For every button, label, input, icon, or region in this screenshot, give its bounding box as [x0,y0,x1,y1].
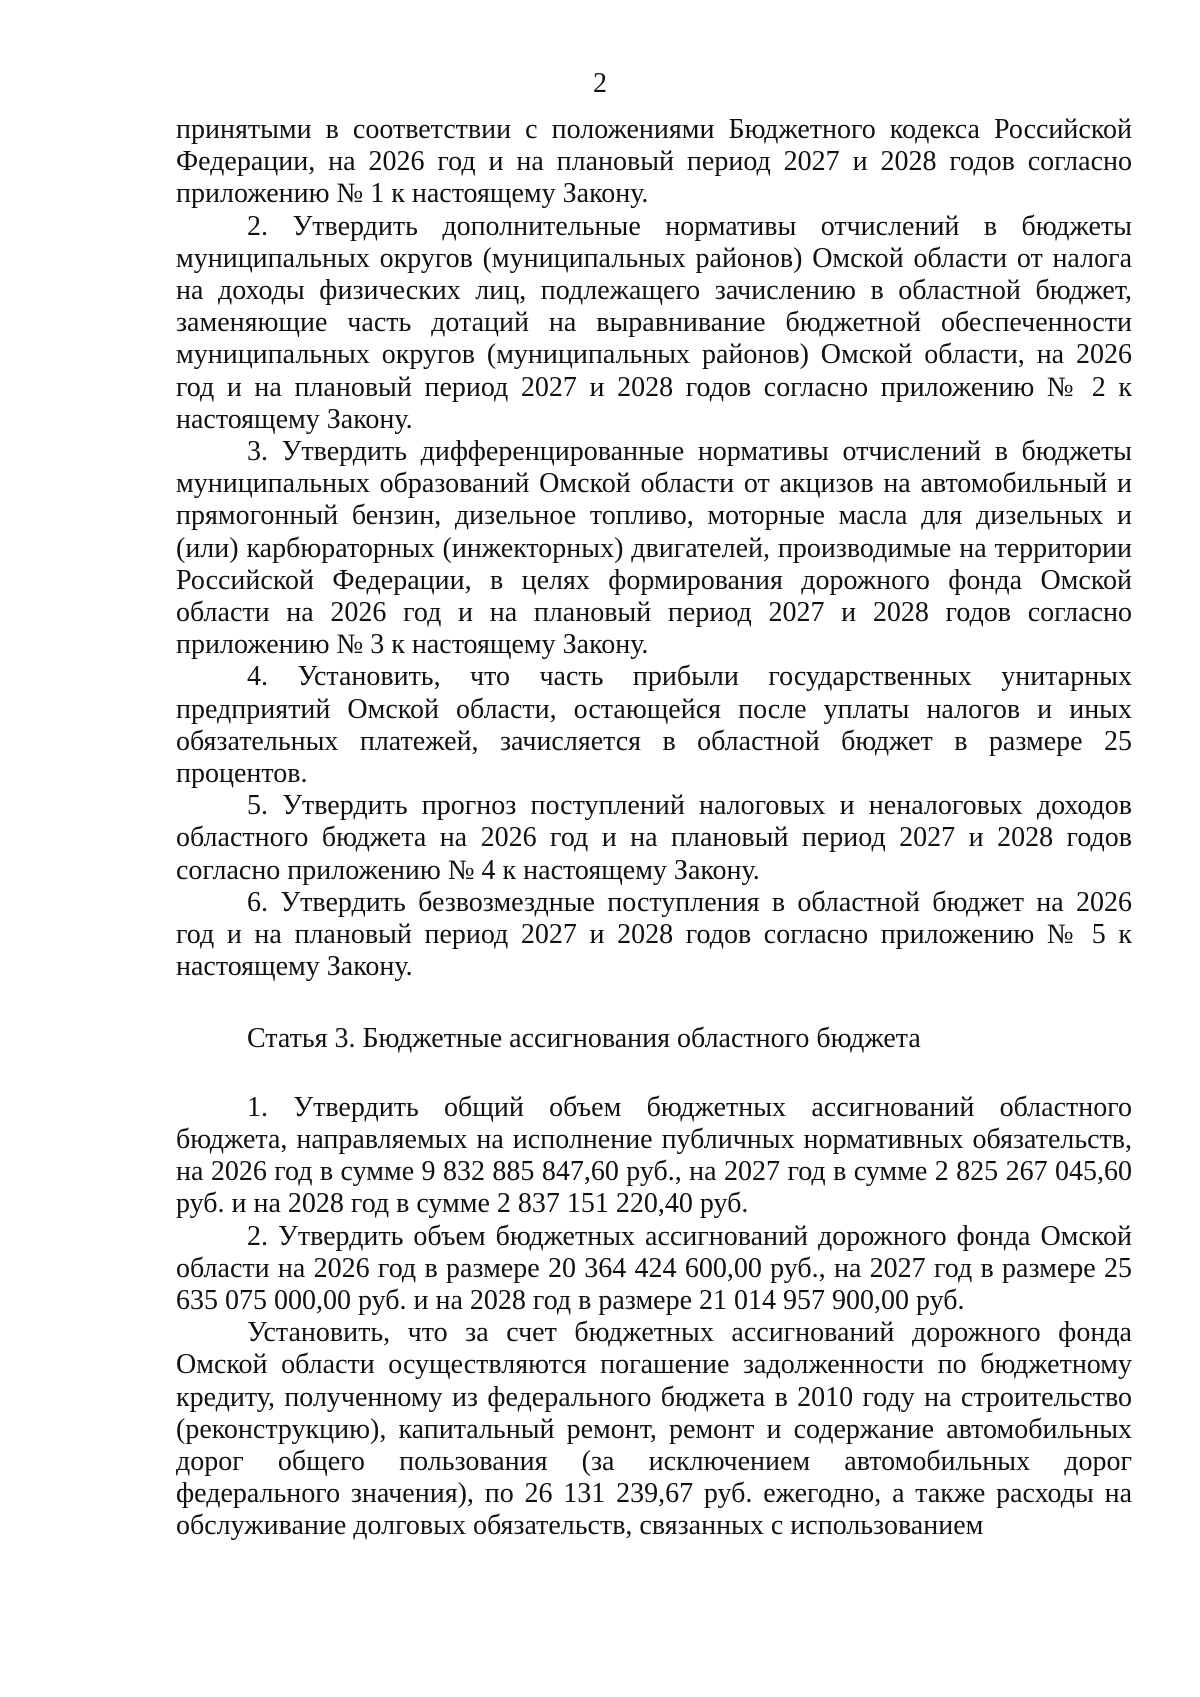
paragraph-item-4: 4. Установить, что часть прибыли государственных унитарных предприятий Омской области, остающейся после уплаты налогов и иных обязательных платежей, зачисляется в областной бюджет в размере 25 процентов. [176,661,1132,790]
paragraph-item-3: 3. Утвердить дифференцированные нормативы отчислений в бюджеты муниципальных образований Омской области от акцизов на автомобильный и прямогонный бензин, дизельное топливо, моторные масла для дизельных и (или) карбюраторных (инжекторных) двигателей, производимые на территории Российской Федерации, в целях формирования дорожного фонда Омской области на 2026 год и на плановый период 2027 и 2028 годов согласно приложению № 3 к настоящему Закону. [176,436,1132,661]
paragraph-continuation: принятыми в соответствии с положениями Бюджетного кодекса Российской Федерации, на 2026 год и на плановый период 2027 и 2028 годов согласно приложению № 1 к настоящему Закону. [176,114,1132,210]
article-3-heading: Статья 3. Бюджетные ассигнования областного бюджета [247,1023,921,1055]
document-body [176,114,1132,1543]
article-3-paragraph-road-fund: Установить, что за счет бюджетных ассигнований дорожного фонда Омской области осуществляются погашение задолженности по бюджетному кредиту, полученному из федерального бюджета в 2010 году на строительство (реконструкцию), капитальный ремонт, ремонт и содержание автомобильных дорог общего пользования (за исключением автомобильных дорог федерального значения), по 26 131 239,67 руб. ежегодно, а также расходы на обслуживание долговых обязательств, связанных с использованием [176,1317,1132,1542]
spacer [176,983,1132,1023]
page-number: 2 [593,68,607,99]
paragraph-item-5: 5. Утвердить прогноз поступлений налоговых и неналоговых доходов областного бюджета на 2026 год и на плановый период 2027 и 2028 годов согласно приложению № 4 к настоящему Закону. [176,790,1132,886]
spacer [176,1056,1132,1092]
paragraph-item-6: 6. Утвердить безвозмездные поступления в областной бюджет на 2026 год и на плановый период 2027 и 2028 годов согласно приложению № 5 к настоящему Закону. [176,886,1132,983]
article-3-paragraph-2: 2. Утвердить объем бюджетных ассигнований дорожного фонда Омской области на 2026 год в размере 20 364 424 600,00 руб., на 2027 год в размере 25 635 075 000,00 руб. и на 2028 год в размере 21 014 957 900,00 руб. [176,1220,1132,1316]
article-3-paragraph-1: 1. Утвердить общий объем бюджетных ассигнований областного бюджета, направляемых на исполнение публичных нормативных обязательств, на 2026 год в сумме 9 832 885 847,60 руб., на 2027 год в сумме 2 825 267 045,60 руб. и на 2028 год в сумме 2 837 151 220,40 руб. [176,1091,1132,1220]
paragraph-item-2: 2. Утвердить дополнительные нормативы отчислений в бюджеты муниципальных округов (муниципальных районов) Омской области от налога на доходы физических лиц, подлежащего зачислению в областной бюджет, заменяющие часть дотаций на выравнивание бюджетной обеспеченности муниципальных округов (муниципальных районов) Омской области, на 2026 год и на плановый период 2027 и 2028 годов согласно приложению № 2 к настоящему Закону. [176,210,1132,435]
